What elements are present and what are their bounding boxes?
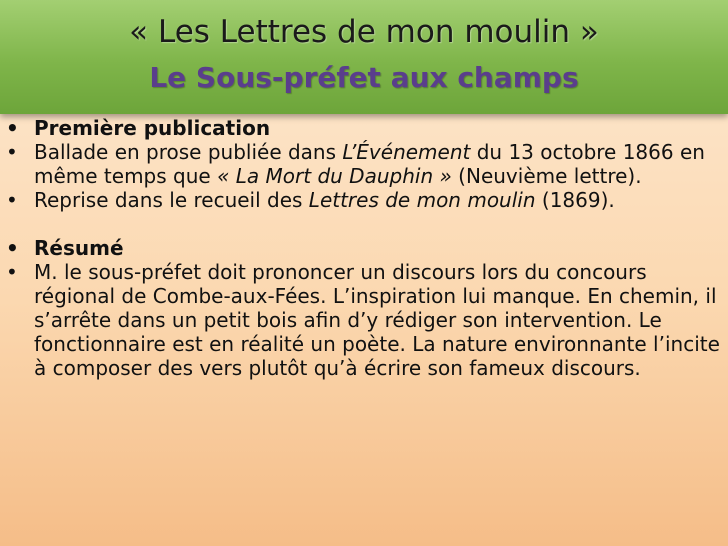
bullet-publication-heading xyxy=(0,116,720,140)
resume-heading-text: Résumé xyxy=(34,236,124,260)
slide-subtitle: Le Sous-préfet aux champs xyxy=(149,61,579,94)
story-title: « La Mort du Dauphin » xyxy=(217,164,452,188)
slide-title: « Les Lettres de mon moulin » xyxy=(129,14,599,50)
bullet-resume-text xyxy=(0,260,720,380)
reprise-text-1: Reprise dans le recueil des xyxy=(34,188,309,212)
ballade-text-3: (Neuvième lettre). xyxy=(451,164,642,188)
newspaper-title: L’Événement xyxy=(342,140,471,164)
bullet-resume-heading xyxy=(0,236,720,260)
slide-content xyxy=(0,116,720,380)
ballade-text-1: Ballade en prose publiée dans xyxy=(34,140,343,164)
reprise-text-2: (1869). xyxy=(535,188,615,212)
bullet-ballade xyxy=(0,140,720,188)
spacer xyxy=(0,212,720,236)
publication-heading-text: Première publication xyxy=(34,116,271,140)
ballade-text-2: du 13 octobre 1866 en même temps que xyxy=(34,140,705,188)
collection-title: Lettres de mon moulin xyxy=(308,188,536,212)
title-bar xyxy=(0,0,728,114)
bullet-reprise xyxy=(0,188,720,212)
resume-text: M. le sous-préfet doit prononcer un discours lors du concours régional de Combe-aux-Fées. L’inspiration lui manque. En chemin, il s’arrête dans un petit bois afin d’y rédiger son intervention. Le fonctionnaire est en réalité un poète. La nature environnante l’incite à composer des vers plutôt qu’à écrire son fameux discours. xyxy=(34,260,720,380)
